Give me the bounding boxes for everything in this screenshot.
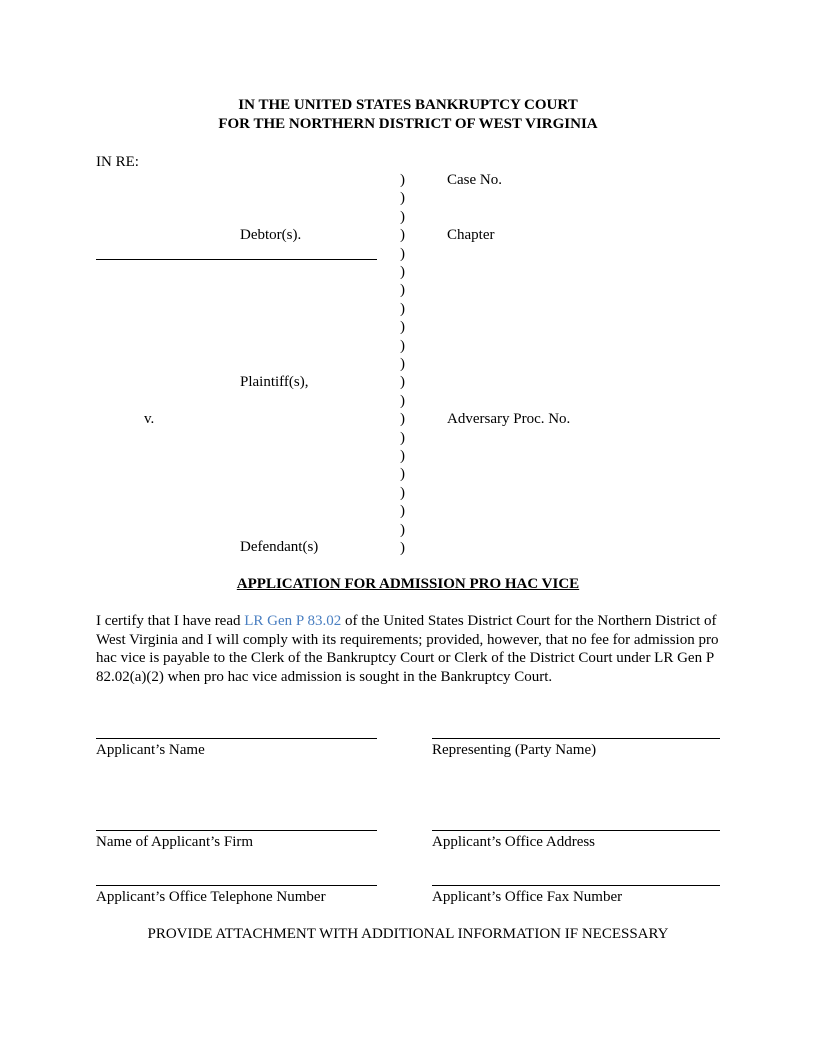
debtor-label: Debtor(s).	[240, 227, 302, 243]
caption-paren: )	[400, 521, 405, 538]
adversary-proceeding-label: Adversary Proc. No.	[447, 411, 571, 427]
caption-paren: )	[400, 172, 405, 188]
representing-line	[432, 738, 720, 739]
firm-name-label: Name of Applicant’s Firm	[96, 834, 254, 850]
court-name-line-1: IN THE UNITED STATES BANKRUPTCY COURT	[238, 97, 578, 113]
local-rule-link[interactable]: LR Gen P 83.02	[244, 613, 342, 629]
applicant-name-line	[96, 738, 377, 739]
chapter-label: Chapter	[447, 227, 495, 243]
office-fax-label: Applicant’s Office Fax Number	[432, 889, 623, 905]
caption-paren: )	[400, 337, 405, 354]
representing-label: Representing (Party Name)	[432, 742, 597, 758]
caption-paren: )	[400, 503, 405, 520]
caption-paren: )	[400, 448, 405, 464]
caption-paren: )	[400, 429, 405, 446]
applicant-name-label: Applicant’s Name	[96, 742, 205, 758]
caption-paren: )	[400, 300, 405, 317]
office-address-line	[432, 830, 720, 831]
caption-paren: )	[400, 282, 405, 299]
defendant-label: Defendant(s)	[240, 539, 319, 555]
plaintiff-label: Plaintiff(s),	[240, 374, 309, 390]
office-phone-label: Applicant’s Office Telephone Number	[96, 889, 326, 905]
caption-paren: )	[400, 356, 405, 372]
caption-paren: )	[400, 392, 405, 409]
office-fax-line	[432, 885, 720, 886]
office-address-label: Applicant’s Office Address	[432, 834, 596, 850]
versus-label: v.	[144, 411, 155, 427]
caption-paren: )	[400, 466, 405, 483]
office-phone-line	[96, 885, 377, 886]
case-number-label: Case No.	[447, 172, 502, 188]
caption-paren: )	[400, 411, 405, 428]
attachment-note: PROVIDE ATTACHMENT WITH ADDITIONAL INFORMATION IF NECESSARY	[147, 926, 669, 942]
caption-paren: )	[400, 484, 405, 501]
caption-paren: )	[400, 319, 405, 336]
caption-paren: )	[400, 190, 405, 207]
document-title: APPLICATION FOR ADMISSION PRO HAC VICE	[236, 576, 580, 592]
debtor-divider-line	[96, 259, 377, 260]
caption-paren: )	[400, 540, 405, 556]
caption-paren: )	[400, 208, 405, 225]
firm-name-line	[96, 830, 377, 831]
certification-paragraph	[96, 612, 720, 686]
certification-suffix: of the United States District Court for the Northern District of West Virginia and I will comply with its requirements; provided, however, that no fee for admission pro hac vice is payable to the Clerk of the Bankruptcy Court or Clerk of the District Court under LR Gen P 82.02(a)(2) when pro hac vice admission is sought in the Bankruptcy Court.	[96, 613, 719, 685]
in-re-label: IN RE:	[96, 154, 139, 170]
caption-paren: )	[400, 227, 405, 244]
court-name-line-2: FOR THE NORTHERN DISTRICT OF WEST VIRGINIA	[218, 116, 598, 132]
certification-prefix: I certify that I have read	[96, 613, 245, 629]
caption-paren: )	[400, 374, 405, 391]
caption-paren: )	[400, 245, 405, 262]
caption-paren: )	[400, 264, 405, 280]
